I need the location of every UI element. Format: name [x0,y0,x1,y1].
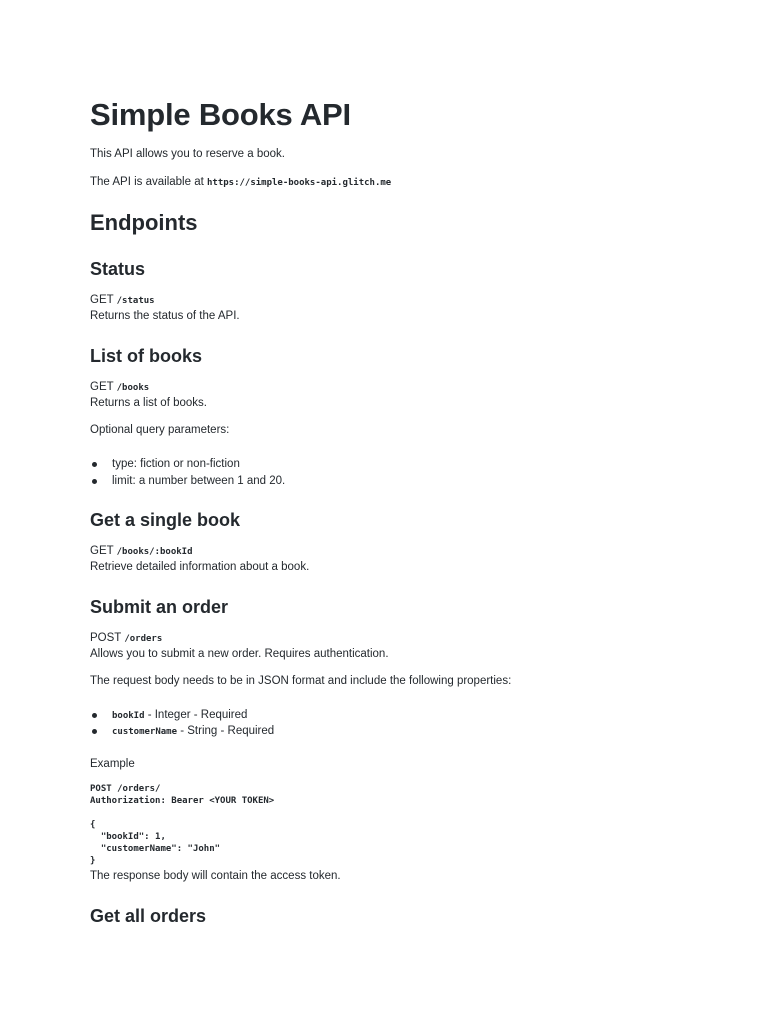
query-param-type: type: fiction or non-fiction [112,458,240,470]
submit-order-method: POST [90,632,125,644]
status-description: Returns the status of the API. [90,310,240,322]
submit-order-heading: Submit an order [90,597,229,617]
property-name: customerName [112,727,178,737]
example-code-block: POST /orders/ Authorization: Bearer <YOUR TOKEN> { "bookId": 1, "customerName": "John" } [90,784,275,866]
api-url[interactable]: https://simple-books-api.glitch.me [206,178,392,188]
example-label: Example [90,758,135,770]
single-book-path: /books/:bookId [116,547,193,557]
property-name: bookId [112,711,145,721]
status-path: /status [116,296,155,306]
single-book-method: GET [90,545,117,557]
availability-text [90,175,391,191]
bullet-icon [92,713,97,718]
list-item [112,724,274,740]
request-body-note: The request body needs to be in JSON format and include the following properties: [90,675,512,687]
all-orders-heading: Get all orders [90,906,207,926]
query-params-label: Optional query parameters: [90,424,230,436]
submit-order-description: Allows you to submit a new order. Requires authentication. [90,648,389,660]
status-method: GET [90,294,117,306]
status-heading: Status [90,259,146,279]
list-books-method: GET [90,381,117,393]
bullet-icon [92,729,97,734]
intro-text: This API allows you to reserve a book. [90,148,285,160]
submit-order-endpoint [90,631,162,647]
bullet-icon [92,462,97,467]
list-item [112,474,285,489]
list-item [112,708,247,724]
response-note: The response body will contain the access token. [90,870,341,882]
single-book-endpoint [90,544,193,560]
list-books-description: Returns a list of books. [90,397,207,409]
availability-prefix: The API is available at [90,176,207,188]
bullet-icon [92,479,97,484]
endpoints-heading: Endpoints [90,210,198,235]
property-desc: - String - Required [177,725,275,737]
query-param-limit: limit: a number between 1 and 20. [112,475,286,487]
list-books-heading: List of books [90,346,202,366]
status-endpoint [90,293,155,309]
page-title: Simple Books API [90,97,351,132]
single-book-description: Retrieve detailed information about a book. [90,561,310,573]
list-item [112,457,240,472]
list-books-endpoint [90,380,149,396]
property-desc: - Integer - Required [144,709,248,721]
single-book-heading: Get a single book [90,510,241,530]
submit-order-path: /orders [124,634,163,644]
list-books-path: /books [116,383,150,393]
